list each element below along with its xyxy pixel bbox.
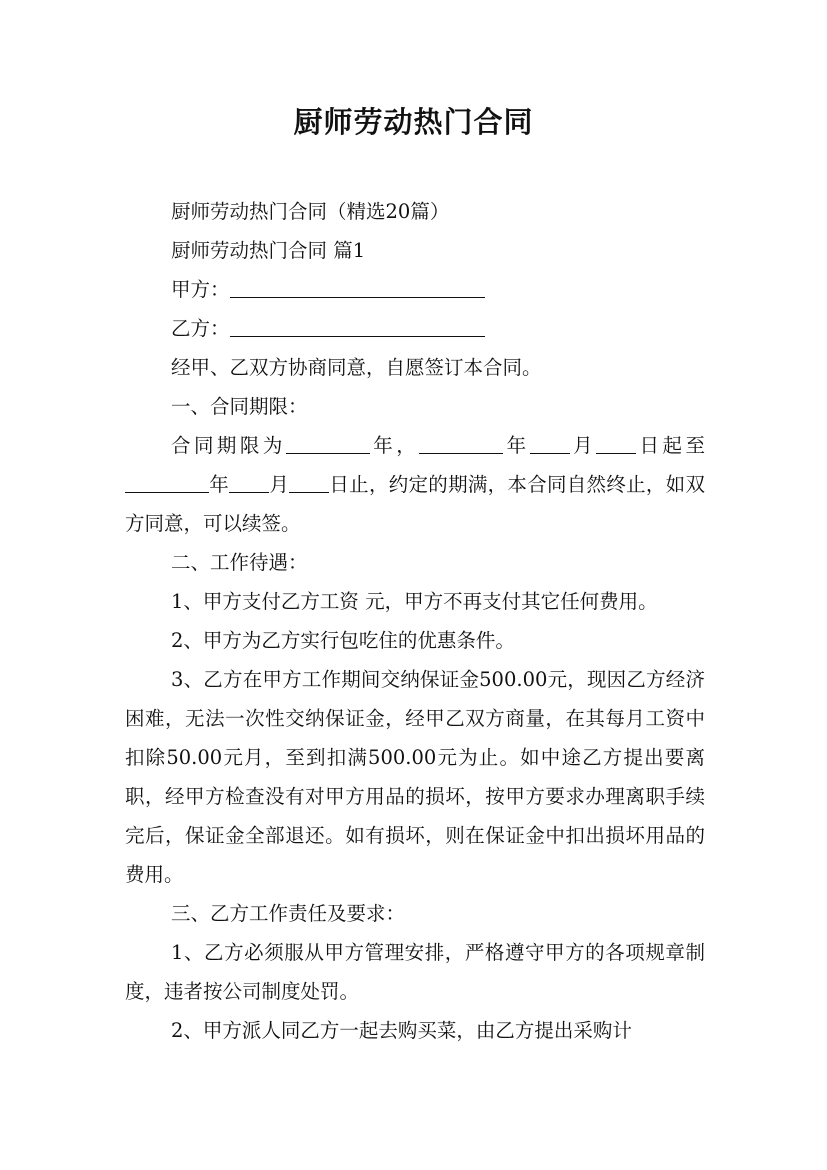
term-years-blank: [286, 435, 370, 454]
document-subtitle: 厨师劳动热门合同（精选20篇）: [171, 200, 450, 223]
term-text-1: 年，: [369, 434, 420, 457]
item-3-1: 1、乙方必须服从甲方管理安排，严格遵守甲方的各项规章制度，违者按公司制度处罚。: [125, 941, 705, 1003]
term-text-7: 日止，约定的期满，本合同自然终止，如双方同意，可以续签。: [125, 473, 705, 535]
section-1-title: 一、合同期限：: [171, 395, 308, 418]
party-a-label: 甲方：: [171, 278, 230, 301]
party-b-blank: [230, 318, 485, 337]
term-prefix: 合同期限为: [171, 434, 286, 457]
party-b-line: [125, 309, 705, 348]
term-text-2: 年: [503, 434, 530, 457]
section-2-title: 二、工作待遇：: [171, 551, 308, 574]
intro-paragraph: 经甲、乙双方协商同意，自愿签订本合同。: [171, 356, 542, 379]
end-month-blank: [229, 474, 269, 493]
document-title: 厨师劳动热门合同: [293, 105, 534, 139]
item-3-2: 2、甲方派人同乙方一起去购买菜，由乙方提出采购计: [171, 1019, 632, 1042]
end-year-blank: [125, 474, 209, 493]
party-a-blank: [230, 279, 485, 298]
start-year-blank: [419, 435, 503, 454]
document-body: [125, 192, 705, 1050]
term-paragraph: [125, 426, 705, 543]
item-2-2: 2、甲方为乙方实行包吃住的优惠条件。: [171, 629, 515, 652]
party-a-line: [125, 270, 705, 309]
term-text-6: 月: [269, 473, 290, 496]
start-day-blank: [596, 435, 636, 454]
start-month-blank: [530, 435, 570, 454]
term-text-3: 月: [569, 434, 597, 457]
item-2-1: 1、甲方支付乙方工资 元，甲方不再支付其它任何费用。: [171, 590, 658, 613]
term-text-4: 日起至: [636, 434, 705, 457]
item-2-3: 3、乙方在甲方工作期间交纳保证金500.00元，现因乙方经济困难，无法一次性交纳保证金，经甲乙双方商量，在其每月工资中扣除50.00元月，至到扣满500.00元为止。如中途乙方提出要离职，经甲方检查没有对甲方用品的损坏，按甲方要求办理离职手续完后，保证金全部退还。如有损坏，则在保证金中扣出损坏用品的费用。: [125, 668, 705, 886]
party-b-label: 乙方：: [171, 317, 230, 340]
section-3-title: 三、乙方工作责任及要求：: [171, 902, 406, 925]
chapter-heading: 厨师劳动热门合同 篇1: [171, 239, 366, 262]
term-text-5: 年: [209, 473, 230, 496]
end-day-blank: [289, 474, 329, 493]
